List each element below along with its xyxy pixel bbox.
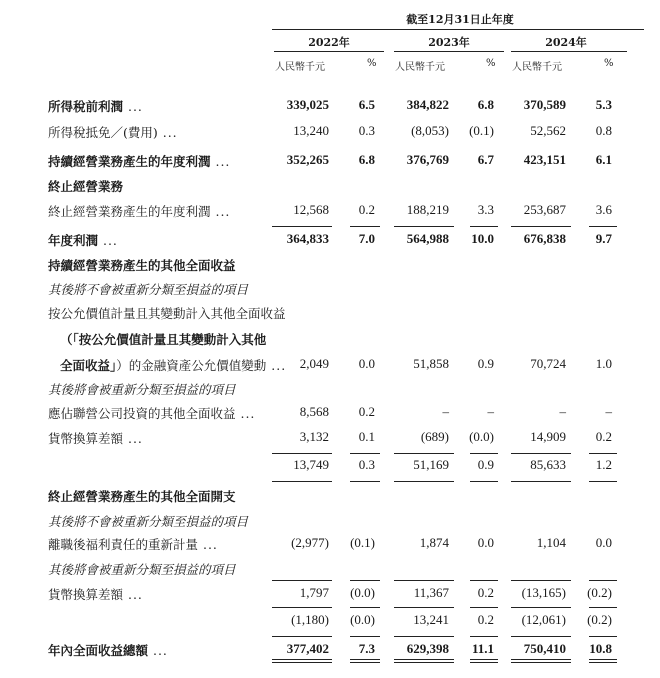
double-underline xyxy=(511,659,571,663)
leader-dots: ... xyxy=(210,154,231,169)
amount-cell: (689) xyxy=(420,429,449,444)
percent-cell: 5.3 xyxy=(595,97,612,112)
amount-cell: 51,169 xyxy=(413,457,449,472)
percent-cell: 0.2 xyxy=(358,202,375,217)
amount-cell: 352,265 xyxy=(286,152,329,167)
double-underline xyxy=(394,659,454,663)
row-label xyxy=(48,512,248,530)
percent-cell: (0.1) xyxy=(469,123,494,138)
amount-cell: 8,568 xyxy=(299,404,329,419)
amount-cell: 629,398 xyxy=(406,641,449,656)
row-label xyxy=(48,304,286,322)
table-row xyxy=(48,256,648,274)
row-label xyxy=(48,641,168,659)
row-label xyxy=(48,560,236,578)
percent-cell: 0.0 xyxy=(477,535,494,550)
percent-cell: 0.3 xyxy=(358,123,375,138)
row-label-text: 應佔聯營公司投資的其他全面收益 xyxy=(48,406,236,421)
percent-cell: 7.0 xyxy=(358,231,375,246)
leader-dots: ... xyxy=(98,233,118,248)
percent-cell: 0.9 xyxy=(477,457,494,472)
row-label xyxy=(48,177,123,195)
amount-cell: 1,874 xyxy=(419,535,449,550)
percent-cell: 11.1 xyxy=(471,641,494,656)
table-row xyxy=(48,304,648,322)
row-label-text: 所得稅前利潤 xyxy=(48,99,124,114)
percent-cell: (0.0) xyxy=(350,612,375,627)
table-row xyxy=(48,280,648,298)
percent-cell: – xyxy=(487,404,494,419)
sum-rule xyxy=(272,453,332,454)
row-label-text: 其後將會被重新分類至損益的項目 xyxy=(48,382,236,397)
percent-cell: 0.2 xyxy=(358,404,375,419)
table-row xyxy=(48,123,648,141)
year-underline xyxy=(274,51,384,52)
amount-cell: – xyxy=(442,404,449,419)
row-label xyxy=(48,152,230,170)
percent-cell: 0.1 xyxy=(358,429,375,444)
amount-cell: 339,025 xyxy=(286,97,329,112)
row-label xyxy=(60,330,266,348)
sum-rule xyxy=(272,580,332,581)
amount-cell: 13,240 xyxy=(293,123,329,138)
leader-dots: ... xyxy=(210,204,231,219)
amount-cell: 3,132 xyxy=(299,429,329,444)
amount-cell: (12,061) xyxy=(521,612,566,627)
row-label-text: 貨幣換算差額 xyxy=(48,587,124,602)
percent-cell: 0.3 xyxy=(358,457,375,472)
sum-rule xyxy=(470,453,498,454)
leader-dots: ... xyxy=(235,406,256,421)
table-row xyxy=(48,380,648,398)
year-underline xyxy=(394,51,504,52)
table-row xyxy=(48,512,648,530)
row-label-text: 持續經營業務產生的年度利潤 xyxy=(48,154,211,169)
unit-percent-label: % xyxy=(486,58,496,69)
sum-rule xyxy=(589,580,617,581)
row-label-text: 終止經營業務產生的年度利潤 xyxy=(48,204,211,219)
table-row xyxy=(48,330,648,348)
amount-cell: 377,402 xyxy=(286,641,329,656)
sum-rule xyxy=(394,636,454,637)
sum-rule xyxy=(394,453,454,454)
amount-cell: 70,724 xyxy=(530,356,566,371)
unit-amount-label: 人民幣千元 xyxy=(512,62,562,73)
sum-rule xyxy=(511,453,571,454)
percent-cell: 0.0 xyxy=(358,356,375,371)
sum-rule xyxy=(511,481,571,482)
amount-cell: 13,241 xyxy=(413,612,449,627)
row-label xyxy=(48,123,178,141)
sum-rule xyxy=(470,226,498,227)
sum-rule xyxy=(272,481,332,482)
percent-cell: – xyxy=(605,404,612,419)
percent-cell: 7.3 xyxy=(358,641,375,656)
amount-cell: 253,687 xyxy=(523,202,566,217)
percent-cell: 6.8 xyxy=(477,97,494,112)
sum-rule xyxy=(470,607,498,608)
sum-rule xyxy=(589,481,617,482)
amount-cell: 188,219 xyxy=(406,202,449,217)
amount-cell: (2,977) xyxy=(291,535,329,550)
sum-rule xyxy=(511,580,571,581)
sum-rule xyxy=(350,607,380,608)
amount-cell: 676,838 xyxy=(523,231,566,246)
percent-cell: 0.0 xyxy=(595,535,612,550)
sum-rule xyxy=(470,481,498,482)
percent-cell: 6.7 xyxy=(477,152,494,167)
amount-cell: 423,151 xyxy=(523,152,566,167)
leader-dots: ... xyxy=(148,643,168,658)
row-label-bold-part: 全面收益」 xyxy=(60,358,117,373)
leader-dots: ... xyxy=(198,537,218,552)
row-label-text: 年度利潤 xyxy=(48,233,99,248)
row-label-text: 其後將不會被重新分類至損益的項目 xyxy=(48,514,249,529)
table-row xyxy=(48,487,648,505)
row-label xyxy=(48,585,143,603)
sum-rule xyxy=(350,636,380,637)
table-row xyxy=(48,177,648,195)
amount-cell: 14,909 xyxy=(530,429,566,444)
row-label xyxy=(48,280,248,298)
amount-cell: 2,049 xyxy=(299,356,329,371)
percent-cell: 9.7 xyxy=(595,231,612,246)
row-label-text: （「按公允價值計量且其變動計入其他 xyxy=(60,332,267,347)
percent-cell: 6.8 xyxy=(358,152,375,167)
sum-rule xyxy=(272,636,332,637)
sum-rule xyxy=(589,453,617,454)
percent-cell: 0.2 xyxy=(595,429,612,444)
sum-rule xyxy=(394,481,454,482)
row-label-text: 年內全面收益總額 xyxy=(48,643,149,658)
row-label-text: 按公允價值計量且其變動計入其他全面收益 xyxy=(48,306,286,321)
unit-amount-label: 人民幣千元 xyxy=(395,62,445,73)
amount-cell: 376,769 xyxy=(406,152,449,167)
amount-cell: – xyxy=(559,404,566,419)
sum-rule xyxy=(589,607,617,608)
amount-cell: 51,858 xyxy=(413,356,449,371)
row-label xyxy=(48,404,255,422)
amount-cell: 370,589 xyxy=(523,97,566,112)
double-underline xyxy=(589,659,617,663)
sum-rule xyxy=(350,580,380,581)
amount-cell: 12,568 xyxy=(293,202,329,217)
table-row xyxy=(48,202,648,220)
year-heading: 2024年 xyxy=(545,36,587,49)
amount-cell: (1,180) xyxy=(291,612,329,627)
amount-cell: 564,988 xyxy=(406,231,449,246)
row-label-text: 離職後福利責任的重新計量 xyxy=(48,537,199,552)
amount-cell: 750,410 xyxy=(523,641,566,656)
sum-rule xyxy=(589,636,617,637)
row-label-text: 所得稅抵免／(費用) xyxy=(48,125,158,140)
subtotal-row xyxy=(48,612,648,630)
leader-dots: ... xyxy=(157,125,178,140)
amount-cell: 11,367 xyxy=(413,585,449,600)
percent-cell: 1.0 xyxy=(595,356,612,371)
leader-dots: ... xyxy=(266,358,287,373)
year-underline xyxy=(511,51,627,52)
percent-cell: 3.3 xyxy=(477,202,494,217)
table-row xyxy=(48,585,648,603)
amount-cell: 1,797 xyxy=(299,585,329,600)
sum-rule xyxy=(470,636,498,637)
table-row xyxy=(48,429,648,447)
row-label xyxy=(48,202,230,220)
amount-cell: (8,053) xyxy=(411,123,449,138)
percent-cell: 0.2 xyxy=(477,585,494,600)
double-underline xyxy=(350,659,380,663)
percent-cell: 6.1 xyxy=(595,152,612,167)
table-row xyxy=(48,535,648,553)
percent-cell: 3.6 xyxy=(595,202,612,217)
amount-cell: 85,633 xyxy=(530,457,566,472)
row-label-rest: ）的金融資產公允價值變動 xyxy=(116,358,267,373)
unit-percent-label: % xyxy=(604,58,614,69)
sum-rule xyxy=(511,636,571,637)
leader-dots: ... xyxy=(123,587,143,602)
row-label xyxy=(48,97,143,115)
percent-cell: 1.2 xyxy=(595,457,612,472)
sum-rule xyxy=(394,607,454,608)
sum-rule xyxy=(394,580,454,581)
sum-rule xyxy=(350,481,380,482)
percent-cell: 0.9 xyxy=(477,356,494,371)
amount-cell: 1,104 xyxy=(536,535,566,550)
percent-cell: (0.2) xyxy=(587,612,612,627)
year-heading: 2022年 xyxy=(308,36,350,49)
row-label xyxy=(48,429,143,447)
row-label-text: 其後將會被重新分類至損益的項目 xyxy=(48,562,236,577)
table-row xyxy=(48,152,648,170)
amount-cell: 52,562 xyxy=(530,123,566,138)
amount-cell: 364,833 xyxy=(286,231,329,246)
row-label xyxy=(48,256,236,274)
table-row xyxy=(48,560,648,578)
sum-rule xyxy=(511,607,571,608)
sum-rule xyxy=(511,226,571,227)
leader-dots: ... xyxy=(123,431,143,446)
total-row xyxy=(48,641,648,659)
percent-cell: (0.1) xyxy=(350,535,375,550)
row-label-text: 終止經營業務 xyxy=(48,179,124,194)
percent-cell: (0.0) xyxy=(469,429,494,444)
period-underline xyxy=(272,29,644,30)
double-underline xyxy=(272,659,332,663)
row-label xyxy=(48,380,236,398)
unit-percent-label: % xyxy=(367,58,377,69)
year-heading: 2023年 xyxy=(428,36,470,49)
percent-cell: 10.0 xyxy=(471,231,494,246)
leader-dots: ... xyxy=(123,99,143,114)
percent-cell: 0.8 xyxy=(595,123,612,138)
row-label xyxy=(48,535,218,553)
sum-rule xyxy=(350,226,380,227)
subtotal-row xyxy=(48,457,648,475)
row-label xyxy=(48,487,236,505)
double-underline xyxy=(470,659,498,663)
sum-rule xyxy=(272,607,332,608)
row-label-text: 貨幣換算差額 xyxy=(48,431,124,446)
period-heading: 截至12月31日止年度 xyxy=(406,13,514,26)
percent-cell: (0.0) xyxy=(350,585,375,600)
percent-cell: (0.2) xyxy=(587,585,612,600)
unit-amount-label: 人民幣千元 xyxy=(275,62,325,73)
row-label-text: 持續經營業務產生的其他全面收益 xyxy=(48,258,236,273)
sum-rule xyxy=(350,453,380,454)
table-row xyxy=(48,97,648,115)
percent-cell: 10.8 xyxy=(589,641,612,656)
table-row xyxy=(48,404,648,422)
amount-cell: (13,165) xyxy=(521,585,566,600)
amount-cell: 384,822 xyxy=(406,97,449,112)
sum-rule xyxy=(272,226,332,227)
sum-rule xyxy=(589,226,617,227)
row-label-text: 終止經營業務產生的其他全面開支 xyxy=(48,489,236,504)
sum-rule xyxy=(470,580,498,581)
amount-cell: 13,749 xyxy=(293,457,329,472)
row-label-text: 其後將不會被重新分類至損益的項目 xyxy=(48,282,249,297)
percent-cell: 6.5 xyxy=(358,97,375,112)
percent-cell: 0.2 xyxy=(477,612,494,627)
table-row xyxy=(48,231,648,249)
table-row xyxy=(48,356,648,374)
row-label xyxy=(48,231,118,249)
sum-rule xyxy=(394,226,454,227)
